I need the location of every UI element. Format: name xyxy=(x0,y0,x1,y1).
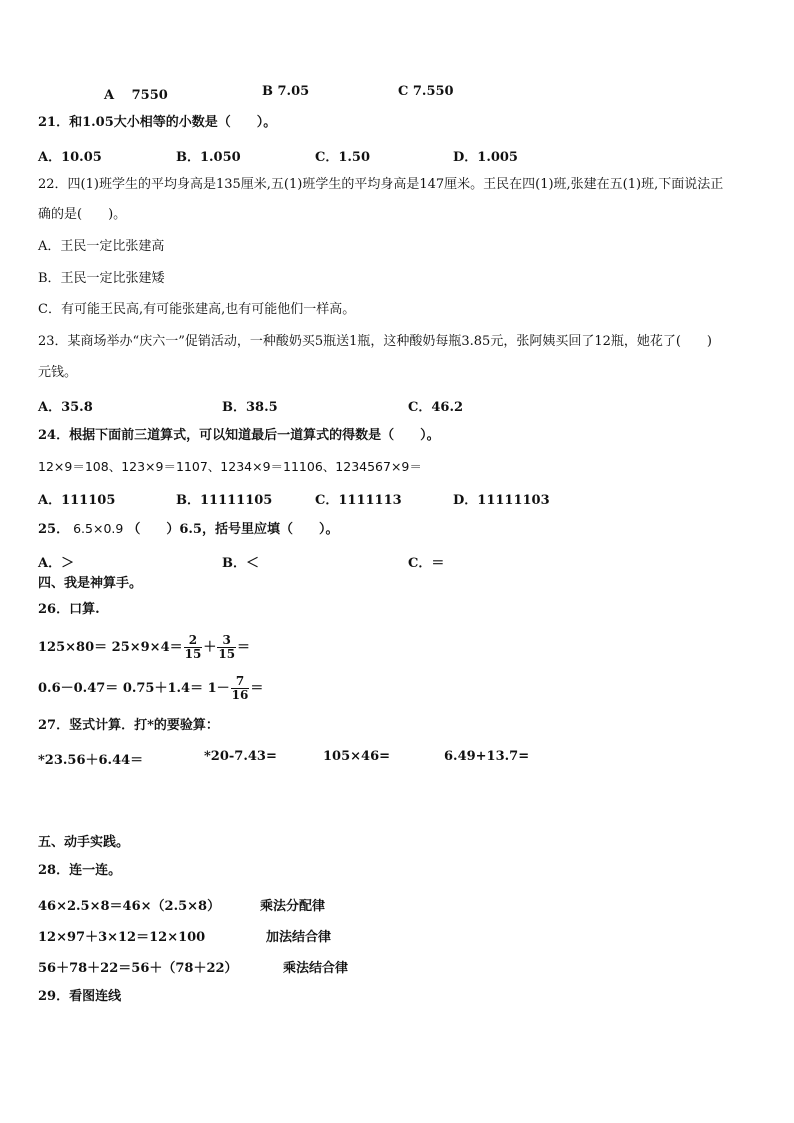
q26-r1-fraction1: $\frac{2}{15}$ xyxy=(184,633,202,661)
q26-r1-expr1: 125×80＝ xyxy=(38,640,108,655)
q26-r1-expr2: 25×9×4＝ xyxy=(111,640,183,655)
q26-row1 xyxy=(38,633,250,663)
q26-stem: 26．口算. xyxy=(38,602,100,617)
q21-stem: 21．和1.05大小相等的小数是（ ）。 xyxy=(38,115,277,130)
q26-r1-plus: ＋ xyxy=(203,640,217,655)
q22-option-c: C．有可能王民高,有可能张建高,也有可能他们一样高。 xyxy=(38,302,356,317)
q23-option-b: B．38.5 xyxy=(222,400,278,415)
q22-stem-line1: 22．四(1)班学生的平均身高是135厘米,五(1)班学生的平均身高是147厘米。王民在四(1)班,张建在五(1)班,下面说法正 xyxy=(38,177,724,192)
q21-option-c: C．1.50 xyxy=(315,150,371,165)
q27-expr-2: *20-7.43= xyxy=(204,749,277,764)
q26-r2-expr2: 0.75＋1.4＝ xyxy=(122,681,204,696)
q24-stem: 24．根据下面前三道算式，可以知道最后一道算式的得数是（ ）。 xyxy=(38,428,440,443)
section-4-heading: 四、我是神算手。 xyxy=(38,576,143,591)
q24-option-c: C．1111113 xyxy=(315,493,402,508)
q22-option-a: A．王民一定比张建高 xyxy=(38,239,165,254)
q21-option-b: B．1.050 xyxy=(176,150,241,165)
q24-option-b: B．11111105 xyxy=(176,493,273,508)
q26-r1-fraction2: $\frac{3}{15}$ xyxy=(218,633,236,661)
q25-expression: 6.5×0.9 xyxy=(73,521,124,536)
q25-option-c: C．＝ xyxy=(408,556,445,571)
q28-right-1: 乘法分配律 xyxy=(260,899,326,914)
q21-option-a: A．10.05 xyxy=(38,150,102,165)
q28-stem: 28．连一连。 xyxy=(38,863,122,878)
q20-option-c: C 7.550 xyxy=(398,84,454,99)
q28-left-2: 12×97＋3×12＝12×100 xyxy=(38,930,206,945)
q24-formulas: 12×9＝108、123×9＝1107、1234×9＝11106、1234567×9＝ xyxy=(38,459,422,474)
q28-right-2: 加法结合律 xyxy=(266,930,332,945)
q28-left-1: 46×2.5×8＝46×（2.5×8） xyxy=(38,899,221,914)
q23-option-c: C．46.2 xyxy=(408,400,464,415)
q22-option-b: B．王民一定比张建矮 xyxy=(38,271,165,286)
q26-r2-expr3: 1－ xyxy=(207,681,230,696)
q23-stem-line1: 23．某商场举办“庆六一”促销活动，一种酸奶买5瓶送1瓶，这种酸奶每瓶3.85元，张阿姨买回了12瓶，她花了( ) xyxy=(38,334,713,349)
q26-r2-expr1: 0.6－0.47＝ xyxy=(38,681,119,696)
q28-left-3: 56＋78＋22＝56＋（78＋22） xyxy=(38,961,238,976)
q20-option-b: B 7.05 xyxy=(262,84,310,99)
q29-stem: 29．看图连线 xyxy=(38,989,122,1004)
q28-right-3: 乘法结合律 xyxy=(283,961,349,976)
q24-option-a: A．111105 xyxy=(38,493,116,508)
q20-option-a: A 7550 xyxy=(104,88,168,103)
q24-option-d: D．11111103 xyxy=(453,493,550,508)
q26-r1-equals: ＝ xyxy=(237,640,251,655)
q25-number: 25． xyxy=(38,522,70,537)
q27-expr-1: *23.56＋6.44＝ xyxy=(38,753,144,768)
q23-stem-line2: 元钱。 xyxy=(38,365,78,380)
section-5-heading: 五、动手实践。 xyxy=(38,835,130,850)
q25-rest: （ ）6.5，括号里应填（ ）。 xyxy=(127,522,339,537)
q21-option-d: D．1.005 xyxy=(453,150,518,165)
q27-stem: 27．竖式计算．打*的要验算： xyxy=(38,718,219,733)
q26-row2 xyxy=(38,674,263,704)
q25-option-b: B．＜ xyxy=(222,556,259,571)
q27-expr-4: 6.49+13.7= xyxy=(444,749,530,764)
q25-stem xyxy=(38,520,338,539)
q25-option-a: A．＞ xyxy=(38,556,75,571)
q26-r2-equals: ＝ xyxy=(250,681,264,696)
q22-stem-line2: 确的是( )。 xyxy=(38,207,127,222)
q23-option-a: A．35.8 xyxy=(38,400,93,415)
q27-expr-3: 105×46= xyxy=(323,749,391,764)
q26-r2-fraction: $\frac{7}{16}$ xyxy=(231,674,249,702)
